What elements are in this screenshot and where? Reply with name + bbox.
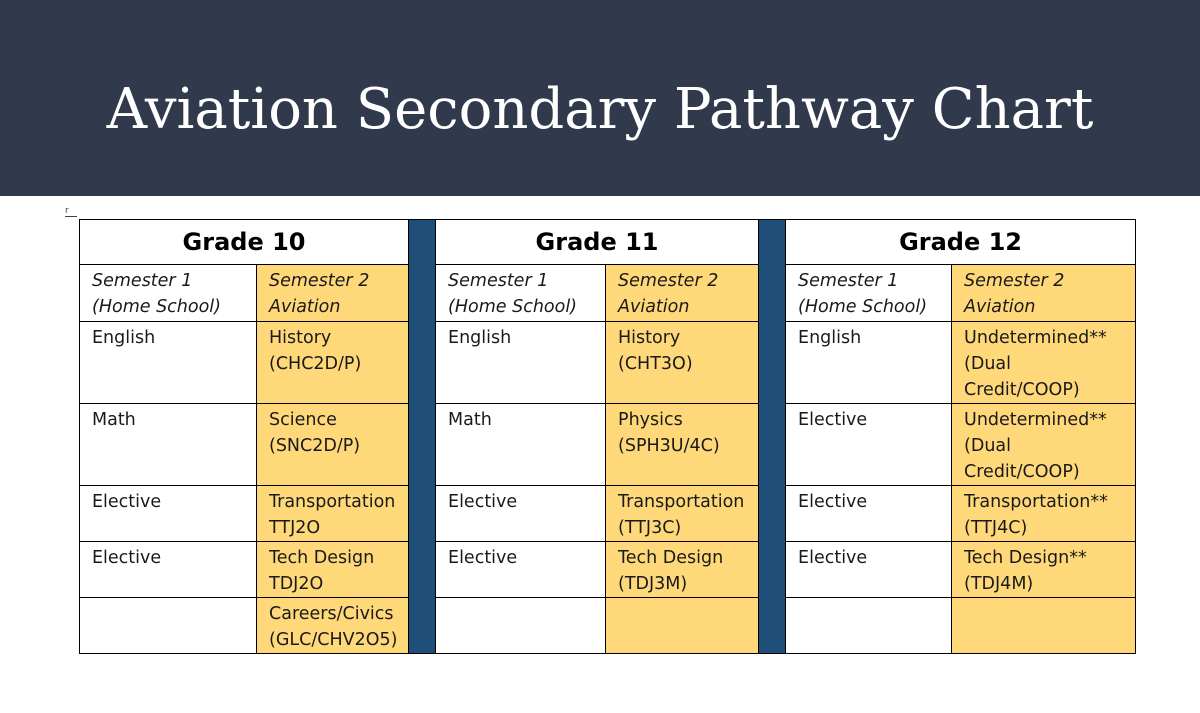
anchor-icon: r <box>65 206 69 216</box>
empty-cell <box>786 598 952 654</box>
course-cell: English <box>80 322 257 404</box>
aviation-course-cell: Careers/Civics (GLC/CHV2O5) <box>257 598 409 654</box>
aviation-course-cell: Transportation (TTJ3C) <box>606 486 759 542</box>
course-cell: Elective <box>786 404 952 486</box>
table-row <box>80 486 1136 542</box>
table-row <box>80 404 1136 486</box>
aviation-course-cell: Tech Design** (TDJ4M) <box>952 542 1136 598</box>
semester-1-header: Semester 1 (Home School) <box>436 265 606 322</box>
course-cell: Elective <box>80 486 257 542</box>
aviation-course-cell: History (CHC2D/P) <box>257 322 409 404</box>
aviation-course-cell: History (CHT3O) <box>606 322 759 404</box>
semester-1-header: Semester 1 (Home School) <box>80 265 257 322</box>
column-separator <box>759 220 786 654</box>
empty-cell <box>80 598 257 654</box>
semester-2-header: Semester 2 Aviation <box>257 265 409 322</box>
grade-12-header: Grade 12 <box>786 220 1136 265</box>
table-row <box>80 322 1136 404</box>
table-row <box>80 598 1136 654</box>
aviation-course-cell: Physics (SPH3U/4C) <box>606 404 759 486</box>
course-cell: Elective <box>786 486 952 542</box>
table-row <box>80 542 1136 598</box>
course-cell: Elective <box>80 542 257 598</box>
empty-cell <box>436 598 606 654</box>
title-banner <box>0 0 1200 196</box>
semester-2-header: Semester 2 Aviation <box>606 265 759 322</box>
semester-1-header: Semester 1 (Home School) <box>786 265 952 322</box>
course-cell: Math <box>436 404 606 486</box>
course-cell: Elective <box>786 542 952 598</box>
page-title: Aviation Secondary Pathway Chart <box>106 77 1094 142</box>
aviation-course-cell: Undetermined** (Dual Credit/COOP) <box>952 322 1136 404</box>
course-cell: English <box>786 322 952 404</box>
empty-aviation-cell <box>606 598 759 654</box>
course-cell: Math <box>80 404 257 486</box>
course-cell: English <box>436 322 606 404</box>
aviation-course-cell: Undetermined** (Dual Credit/COOP) <box>952 404 1136 486</box>
semester-2-header: Semester 2 Aviation <box>952 265 1136 322</box>
grade-header-row <box>80 220 1136 265</box>
course-cell: Elective <box>436 486 606 542</box>
grade-11-header: Grade 11 <box>436 220 759 265</box>
aviation-course-cell: Transportation** (TTJ4C) <box>952 486 1136 542</box>
aviation-course-cell: Tech Design TDJ2O <box>257 542 409 598</box>
aviation-course-cell: Science (SNC2D/P) <box>257 404 409 486</box>
aviation-course-cell: Tech Design (TDJ3M) <box>606 542 759 598</box>
semester-header-row <box>80 265 1136 322</box>
grade-10-header: Grade 10 <box>80 220 409 265</box>
course-cell: Elective <box>436 542 606 598</box>
column-separator <box>409 220 436 654</box>
aviation-course-cell: Transportation TTJ2O <box>257 486 409 542</box>
pathway-table <box>79 219 1136 654</box>
empty-aviation-cell <box>952 598 1136 654</box>
